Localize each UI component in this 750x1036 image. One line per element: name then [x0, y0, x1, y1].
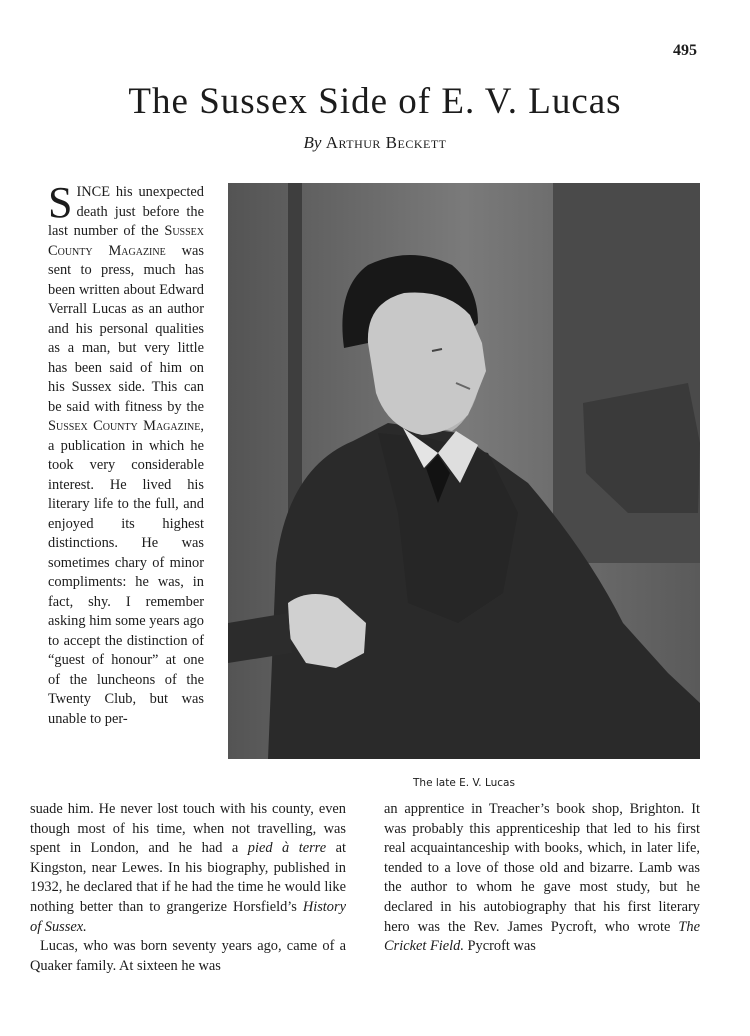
portrait-photo	[228, 183, 700, 759]
drop-cap: S	[48, 178, 73, 227]
byline	[0, 133, 750, 153]
article-column-left	[48, 178, 204, 729]
magazine-name-2: Sussex County Magazine	[48, 418, 201, 434]
bottom-left-text-1: suade him. He never lost touch with his county, even though most of his time, when not travelling, was spent in London, and he had a	[30, 801, 346, 857]
article-title: The Sussex Side of E. V. Lucas	[128, 81, 622, 122]
photo-caption: The late E. V. Lucas	[413, 777, 515, 789]
cricket-field: The Cricket Field.	[384, 918, 700, 955]
bottom-right-text-1: an apprentice in Treacher’s book shop, Brighton. It was probably this apprenticeship that led to his first real acquaintanceship with books, which, in later life, tended to a love of those old and bizarre. Lamb was the author to whom he gave most study, but he declared in his autobiography that his first literary hero was the Rev. James Pycroft, who wrote	[384, 801, 700, 935]
bottom-left-paragraph-1	[30, 800, 346, 937]
portrait-illustration	[228, 183, 700, 759]
byline-author: Arthur Beckett	[325, 133, 447, 152]
article-column-bottom-right	[384, 800, 700, 957]
magazine-name-1: Sussex County Magazine	[48, 223, 204, 259]
bottom-left-text-2: at Kingston, near Lewes. In his biography, published in 1932, he declared that if he had the time he would like nothing better than to grangerize Horsfield’s	[30, 840, 346, 915]
article-column-bottom-left	[30, 800, 346, 976]
pied-a-terre: pied à terre	[247, 840, 327, 857]
bottom-right-text-2: Pycroft was	[463, 938, 536, 955]
bottom-left-paragraph-2: Lucas, who was born seventy years ago, came of a Quaker family. At sixteen he was	[30, 938, 346, 974]
left-text-3: , a publication in which he took very considerable interest. He lived his literary life to the full, and enjoyed its highest distinctions. He was sometimes chary of minor compliments: he was, in fact, shy. I remember asking him some years ago to accept the distinction of “guest of honour” at one of the luncheons of the Twenty Club, but was unable to per-	[48, 418, 204, 727]
left-text-1: INCE his unexpected death just before the last number of the	[48, 184, 204, 239]
left-text-2: was sent to press, much has been written about Edward Verrall Lucas as an author and his personal qualities as a man, but very little has been said of him on his Sussex side. This can be said with fitness by the	[48, 242, 204, 415]
history-of-sussex: History of Sussex.	[30, 898, 346, 935]
page-number: 495	[673, 42, 697, 59]
byline-by: By	[303, 133, 322, 152]
